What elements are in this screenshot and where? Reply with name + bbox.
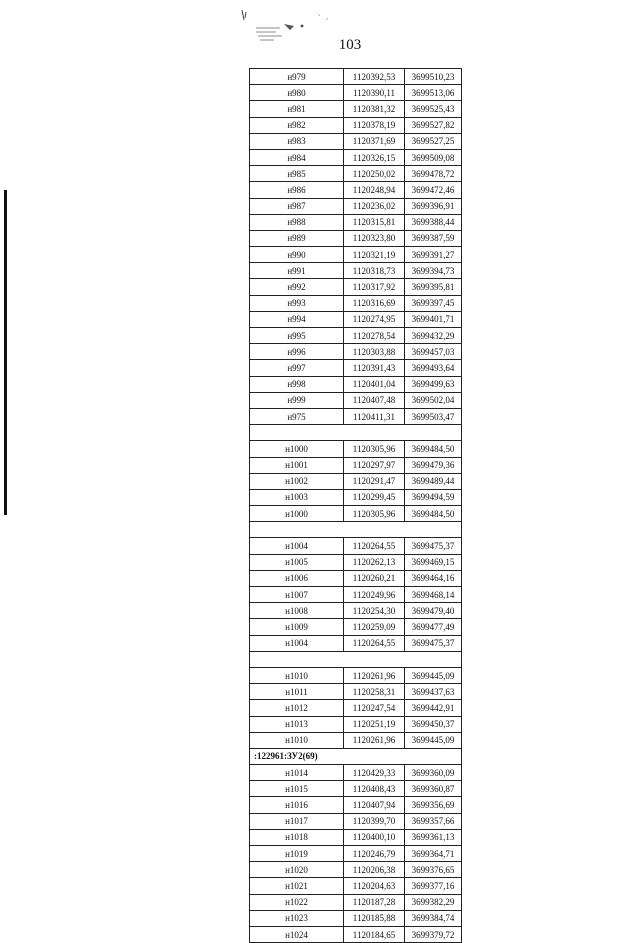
table-row xyxy=(250,635,462,651)
x-coordinate-cell: 1120236,02 xyxy=(344,198,405,214)
point-id-cell: н983 xyxy=(250,133,344,149)
point-id-cell: н1006 xyxy=(250,570,344,586)
y-coordinate-cell: 3699397,45 xyxy=(405,295,462,311)
point-id-cell: н980 xyxy=(250,85,344,101)
table-row xyxy=(250,230,462,246)
y-coordinate-cell: 3699525,43 xyxy=(405,101,462,117)
table-row xyxy=(250,344,462,360)
x-coordinate-cell: 1120251,19 xyxy=(344,716,405,732)
point-id-cell: н998 xyxy=(250,376,344,392)
x-coordinate-cell: 1120187,28 xyxy=(344,894,405,910)
table-row xyxy=(250,894,462,910)
blank-cell xyxy=(250,425,462,441)
point-id-cell: н1000 xyxy=(250,506,344,522)
table-row xyxy=(250,198,462,214)
point-id-cell: н1024 xyxy=(250,926,344,942)
y-coordinate-cell: 3699391,27 xyxy=(405,247,462,263)
x-coordinate-cell: 1120264,55 xyxy=(344,538,405,554)
point-id-cell: н994 xyxy=(250,311,344,327)
point-id-cell: н999 xyxy=(250,392,344,408)
y-coordinate-cell: 3699401,71 xyxy=(405,311,462,327)
table-row xyxy=(250,603,462,619)
table-row xyxy=(250,554,462,570)
x-coordinate-cell: 1120305,96 xyxy=(344,506,405,522)
x-coordinate-cell: 1120401,04 xyxy=(344,376,405,392)
y-coordinate-cell: 3699450,37 xyxy=(405,716,462,732)
x-coordinate-cell: 1120407,94 xyxy=(344,797,405,813)
table-row xyxy=(250,85,462,101)
point-id-cell: н1015 xyxy=(250,781,344,797)
table-row xyxy=(250,489,462,505)
x-coordinate-cell: 1120305,96 xyxy=(344,441,405,457)
point-id-cell: н1016 xyxy=(250,797,344,813)
blank-separator-row xyxy=(250,522,462,538)
y-coordinate-cell: 3699502,04 xyxy=(405,392,462,408)
table-row xyxy=(250,910,462,926)
x-coordinate-cell: 1120206,38 xyxy=(344,862,405,878)
point-id-cell: н979 xyxy=(250,69,344,85)
point-id-cell: н975 xyxy=(250,408,344,424)
x-coordinate-cell: 1120378,19 xyxy=(344,117,405,133)
table-row xyxy=(250,247,462,263)
section-label: :122961:ЗУ2(69) xyxy=(250,748,462,764)
point-id-cell: н1001 xyxy=(250,457,344,473)
point-id-cell: н1012 xyxy=(250,700,344,716)
x-coordinate-cell: 1120250,02 xyxy=(344,166,405,182)
y-coordinate-cell: 3699479,40 xyxy=(405,603,462,619)
x-coordinate-cell: 1120399,70 xyxy=(344,813,405,829)
table-row xyxy=(250,457,462,473)
table-row xyxy=(250,538,462,554)
table-row xyxy=(250,295,462,311)
point-id-cell: н1007 xyxy=(250,587,344,603)
table-row xyxy=(250,182,462,198)
point-id-cell: н1017 xyxy=(250,813,344,829)
x-coordinate-cell: 1120326,15 xyxy=(344,149,405,165)
x-coordinate-cell: 1120259,09 xyxy=(344,619,405,635)
table-row xyxy=(250,166,462,182)
coordinates-table xyxy=(249,68,462,943)
table-row xyxy=(250,700,462,716)
table-row xyxy=(250,829,462,845)
x-coordinate-cell: 1120408,43 xyxy=(344,781,405,797)
table-row xyxy=(250,133,462,149)
x-coordinate-cell: 1120247,54 xyxy=(344,700,405,716)
y-coordinate-cell: 3699468,14 xyxy=(405,587,462,603)
x-coordinate-cell: 1120249,96 xyxy=(344,587,405,603)
x-coordinate-cell: 1120278,54 xyxy=(344,328,405,344)
x-coordinate-cell: 1120274,95 xyxy=(344,311,405,327)
y-coordinate-cell: 3699484,50 xyxy=(405,506,462,522)
y-coordinate-cell: 3699445,09 xyxy=(405,667,462,683)
section-header-row xyxy=(250,748,462,764)
x-coordinate-cell: 1120204,63 xyxy=(344,878,405,894)
x-coordinate-cell: 1120262,13 xyxy=(344,554,405,570)
y-coordinate-cell: 3699376,65 xyxy=(405,862,462,878)
point-id-cell: н1004 xyxy=(250,635,344,651)
x-coordinate-cell: 1120261,96 xyxy=(344,667,405,683)
table-row xyxy=(250,69,462,85)
point-id-cell: н1022 xyxy=(250,894,344,910)
y-coordinate-cell: 3699469,15 xyxy=(405,554,462,570)
point-id-cell: н1011 xyxy=(250,684,344,700)
point-id-cell: н1013 xyxy=(250,716,344,732)
x-coordinate-cell: 1120429,33 xyxy=(344,765,405,781)
table-row xyxy=(250,781,462,797)
table-row xyxy=(250,926,462,942)
y-coordinate-cell: 3699356,69 xyxy=(405,797,462,813)
x-coordinate-cell: 1120317,92 xyxy=(344,279,405,295)
x-coordinate-cell: 1120254,30 xyxy=(344,603,405,619)
y-coordinate-cell: 3699382,29 xyxy=(405,894,462,910)
point-id-cell: н982 xyxy=(250,117,344,133)
y-coordinate-cell: 3699395,81 xyxy=(405,279,462,295)
point-id-cell: н987 xyxy=(250,198,344,214)
y-coordinate-cell: 3699437,63 xyxy=(405,684,462,700)
x-coordinate-cell: 1120297,97 xyxy=(344,457,405,473)
y-coordinate-cell: 3699513,06 xyxy=(405,85,462,101)
point-id-cell: н985 xyxy=(250,166,344,182)
table-row xyxy=(250,797,462,813)
point-id-cell: н1021 xyxy=(250,878,344,894)
blank-separator-row xyxy=(250,425,462,441)
point-id-cell: н1010 xyxy=(250,732,344,748)
y-coordinate-cell: 3699510,23 xyxy=(405,69,462,85)
table-row xyxy=(250,684,462,700)
x-coordinate-cell: 1120260,21 xyxy=(344,570,405,586)
x-coordinate-cell: 1120303,88 xyxy=(344,344,405,360)
table-row xyxy=(250,506,462,522)
y-coordinate-cell: 3699388,44 xyxy=(405,214,462,230)
point-id-cell: н1010 xyxy=(250,667,344,683)
x-coordinate-cell: 1120258,31 xyxy=(344,684,405,700)
y-coordinate-cell: 3699379,72 xyxy=(405,926,462,942)
table-row xyxy=(250,846,462,862)
point-id-cell: н1002 xyxy=(250,473,344,489)
point-id-cell: н997 xyxy=(250,360,344,376)
table-row xyxy=(250,765,462,781)
point-id-cell: н993 xyxy=(250,295,344,311)
point-id-cell: н991 xyxy=(250,263,344,279)
table-row xyxy=(250,360,462,376)
table-row xyxy=(250,570,462,586)
x-coordinate-cell: 1120392,53 xyxy=(344,69,405,85)
y-coordinate-cell: 3699493,64 xyxy=(405,360,462,376)
point-id-cell: н1004 xyxy=(250,538,344,554)
scan-margin-bar xyxy=(4,190,7,515)
table-row xyxy=(250,619,462,635)
table-row xyxy=(250,878,462,894)
point-id-cell: н1020 xyxy=(250,862,344,878)
y-coordinate-cell: 3699396,91 xyxy=(405,198,462,214)
point-id-cell: н996 xyxy=(250,344,344,360)
point-id-cell: н1000 xyxy=(250,441,344,457)
point-id-cell: н1019 xyxy=(250,846,344,862)
y-coordinate-cell: 3699377,16 xyxy=(405,878,462,894)
y-coordinate-cell: 3699527,82 xyxy=(405,117,462,133)
x-coordinate-cell: 1120321,19 xyxy=(344,247,405,263)
x-coordinate-cell: 1120299,45 xyxy=(344,489,405,505)
x-coordinate-cell: 1120264,55 xyxy=(344,635,405,651)
x-coordinate-cell: 1120184,65 xyxy=(344,926,405,942)
y-coordinate-cell: 3699384,74 xyxy=(405,910,462,926)
y-coordinate-cell: 3699360,87 xyxy=(405,781,462,797)
y-coordinate-cell: 3699503,47 xyxy=(405,408,462,424)
x-coordinate-cell: 1120391,43 xyxy=(344,360,405,376)
y-coordinate-cell: 3699357,66 xyxy=(405,813,462,829)
table-row xyxy=(250,441,462,457)
y-coordinate-cell: 3699475,37 xyxy=(405,538,462,554)
y-coordinate-cell: 3699527,25 xyxy=(405,133,462,149)
table-row xyxy=(250,328,462,344)
x-coordinate-cell: 1120246,79 xyxy=(344,846,405,862)
y-coordinate-cell: 3699494,59 xyxy=(405,489,462,505)
y-coordinate-cell: 3699442,91 xyxy=(405,700,462,716)
page-number: 103 xyxy=(338,37,362,53)
x-coordinate-cell: 1120411,31 xyxy=(344,408,405,424)
blank-cell xyxy=(250,522,462,538)
y-coordinate-cell: 3699477,49 xyxy=(405,619,462,635)
x-coordinate-cell: 1120316,69 xyxy=(344,295,405,311)
table-row xyxy=(250,862,462,878)
y-coordinate-cell: 3699489,44 xyxy=(405,473,462,489)
table-row xyxy=(250,117,462,133)
table-row xyxy=(250,587,462,603)
y-coordinate-cell: 3699475,37 xyxy=(405,635,462,651)
table-row xyxy=(250,149,462,165)
x-coordinate-cell: 1120323,80 xyxy=(344,230,405,246)
point-id-cell: н1023 xyxy=(250,910,344,926)
point-id-cell: н1003 xyxy=(250,489,344,505)
table-row xyxy=(250,279,462,295)
y-coordinate-cell: 3699484,50 xyxy=(405,441,462,457)
table-row xyxy=(250,716,462,732)
y-coordinate-cell: 3699394,73 xyxy=(405,263,462,279)
x-coordinate-cell: 1120381,32 xyxy=(344,101,405,117)
x-coordinate-cell: 1120390,11 xyxy=(344,85,405,101)
table-row xyxy=(250,263,462,279)
point-id-cell: н1009 xyxy=(250,619,344,635)
table-row xyxy=(250,101,462,117)
table-row xyxy=(250,311,462,327)
y-coordinate-cell: 3699464,16 xyxy=(405,570,462,586)
y-coordinate-cell: 3699472,46 xyxy=(405,182,462,198)
scan-noise-marks xyxy=(236,6,356,46)
y-coordinate-cell: 3699432,29 xyxy=(405,328,462,344)
x-coordinate-cell: 1120371,69 xyxy=(344,133,405,149)
point-id-cell: н992 xyxy=(250,279,344,295)
point-id-cell: н1005 xyxy=(250,554,344,570)
y-coordinate-cell: 3699445,09 xyxy=(405,732,462,748)
point-id-cell: н995 xyxy=(250,328,344,344)
y-coordinate-cell: 3699478,72 xyxy=(405,166,462,182)
x-coordinate-cell: 1120261,96 xyxy=(344,732,405,748)
blank-cell xyxy=(250,651,462,667)
x-coordinate-cell: 1120291,47 xyxy=(344,473,405,489)
x-coordinate-cell: 1120315,81 xyxy=(344,214,405,230)
table-row xyxy=(250,732,462,748)
y-coordinate-cell: 3699499,63 xyxy=(405,376,462,392)
table-row xyxy=(250,667,462,683)
table-row xyxy=(250,473,462,489)
table-row xyxy=(250,813,462,829)
x-coordinate-cell: 1120318,73 xyxy=(344,263,405,279)
y-coordinate-cell: 3699364,71 xyxy=(405,846,462,862)
x-coordinate-cell: 1120185,88 xyxy=(344,910,405,926)
blank-separator-row xyxy=(250,651,462,667)
point-id-cell: н988 xyxy=(250,214,344,230)
point-id-cell: н989 xyxy=(250,230,344,246)
point-id-cell: н986 xyxy=(250,182,344,198)
y-coordinate-cell: 3699361,13 xyxy=(405,829,462,845)
point-id-cell: н990 xyxy=(250,247,344,263)
x-coordinate-cell: 1120407,48 xyxy=(344,392,405,408)
y-coordinate-cell: 3699360,09 xyxy=(405,765,462,781)
point-id-cell: н1008 xyxy=(250,603,344,619)
y-coordinate-cell: 3699479,36 xyxy=(405,457,462,473)
table-row xyxy=(250,376,462,392)
point-id-cell: н981 xyxy=(250,101,344,117)
point-id-cell: н984 xyxy=(250,149,344,165)
point-id-cell: н1014 xyxy=(250,765,344,781)
point-id-cell: н1018 xyxy=(250,829,344,845)
table-row xyxy=(250,392,462,408)
y-coordinate-cell: 3699509,08 xyxy=(405,149,462,165)
table-row xyxy=(250,408,462,424)
y-coordinate-cell: 3699457,03 xyxy=(405,344,462,360)
y-coordinate-cell: 3699387,59 xyxy=(405,230,462,246)
coordinates-table-body xyxy=(250,69,462,943)
table-row xyxy=(250,214,462,230)
x-coordinate-cell: 1120400,10 xyxy=(344,829,405,845)
x-coordinate-cell: 1120248,94 xyxy=(344,182,405,198)
